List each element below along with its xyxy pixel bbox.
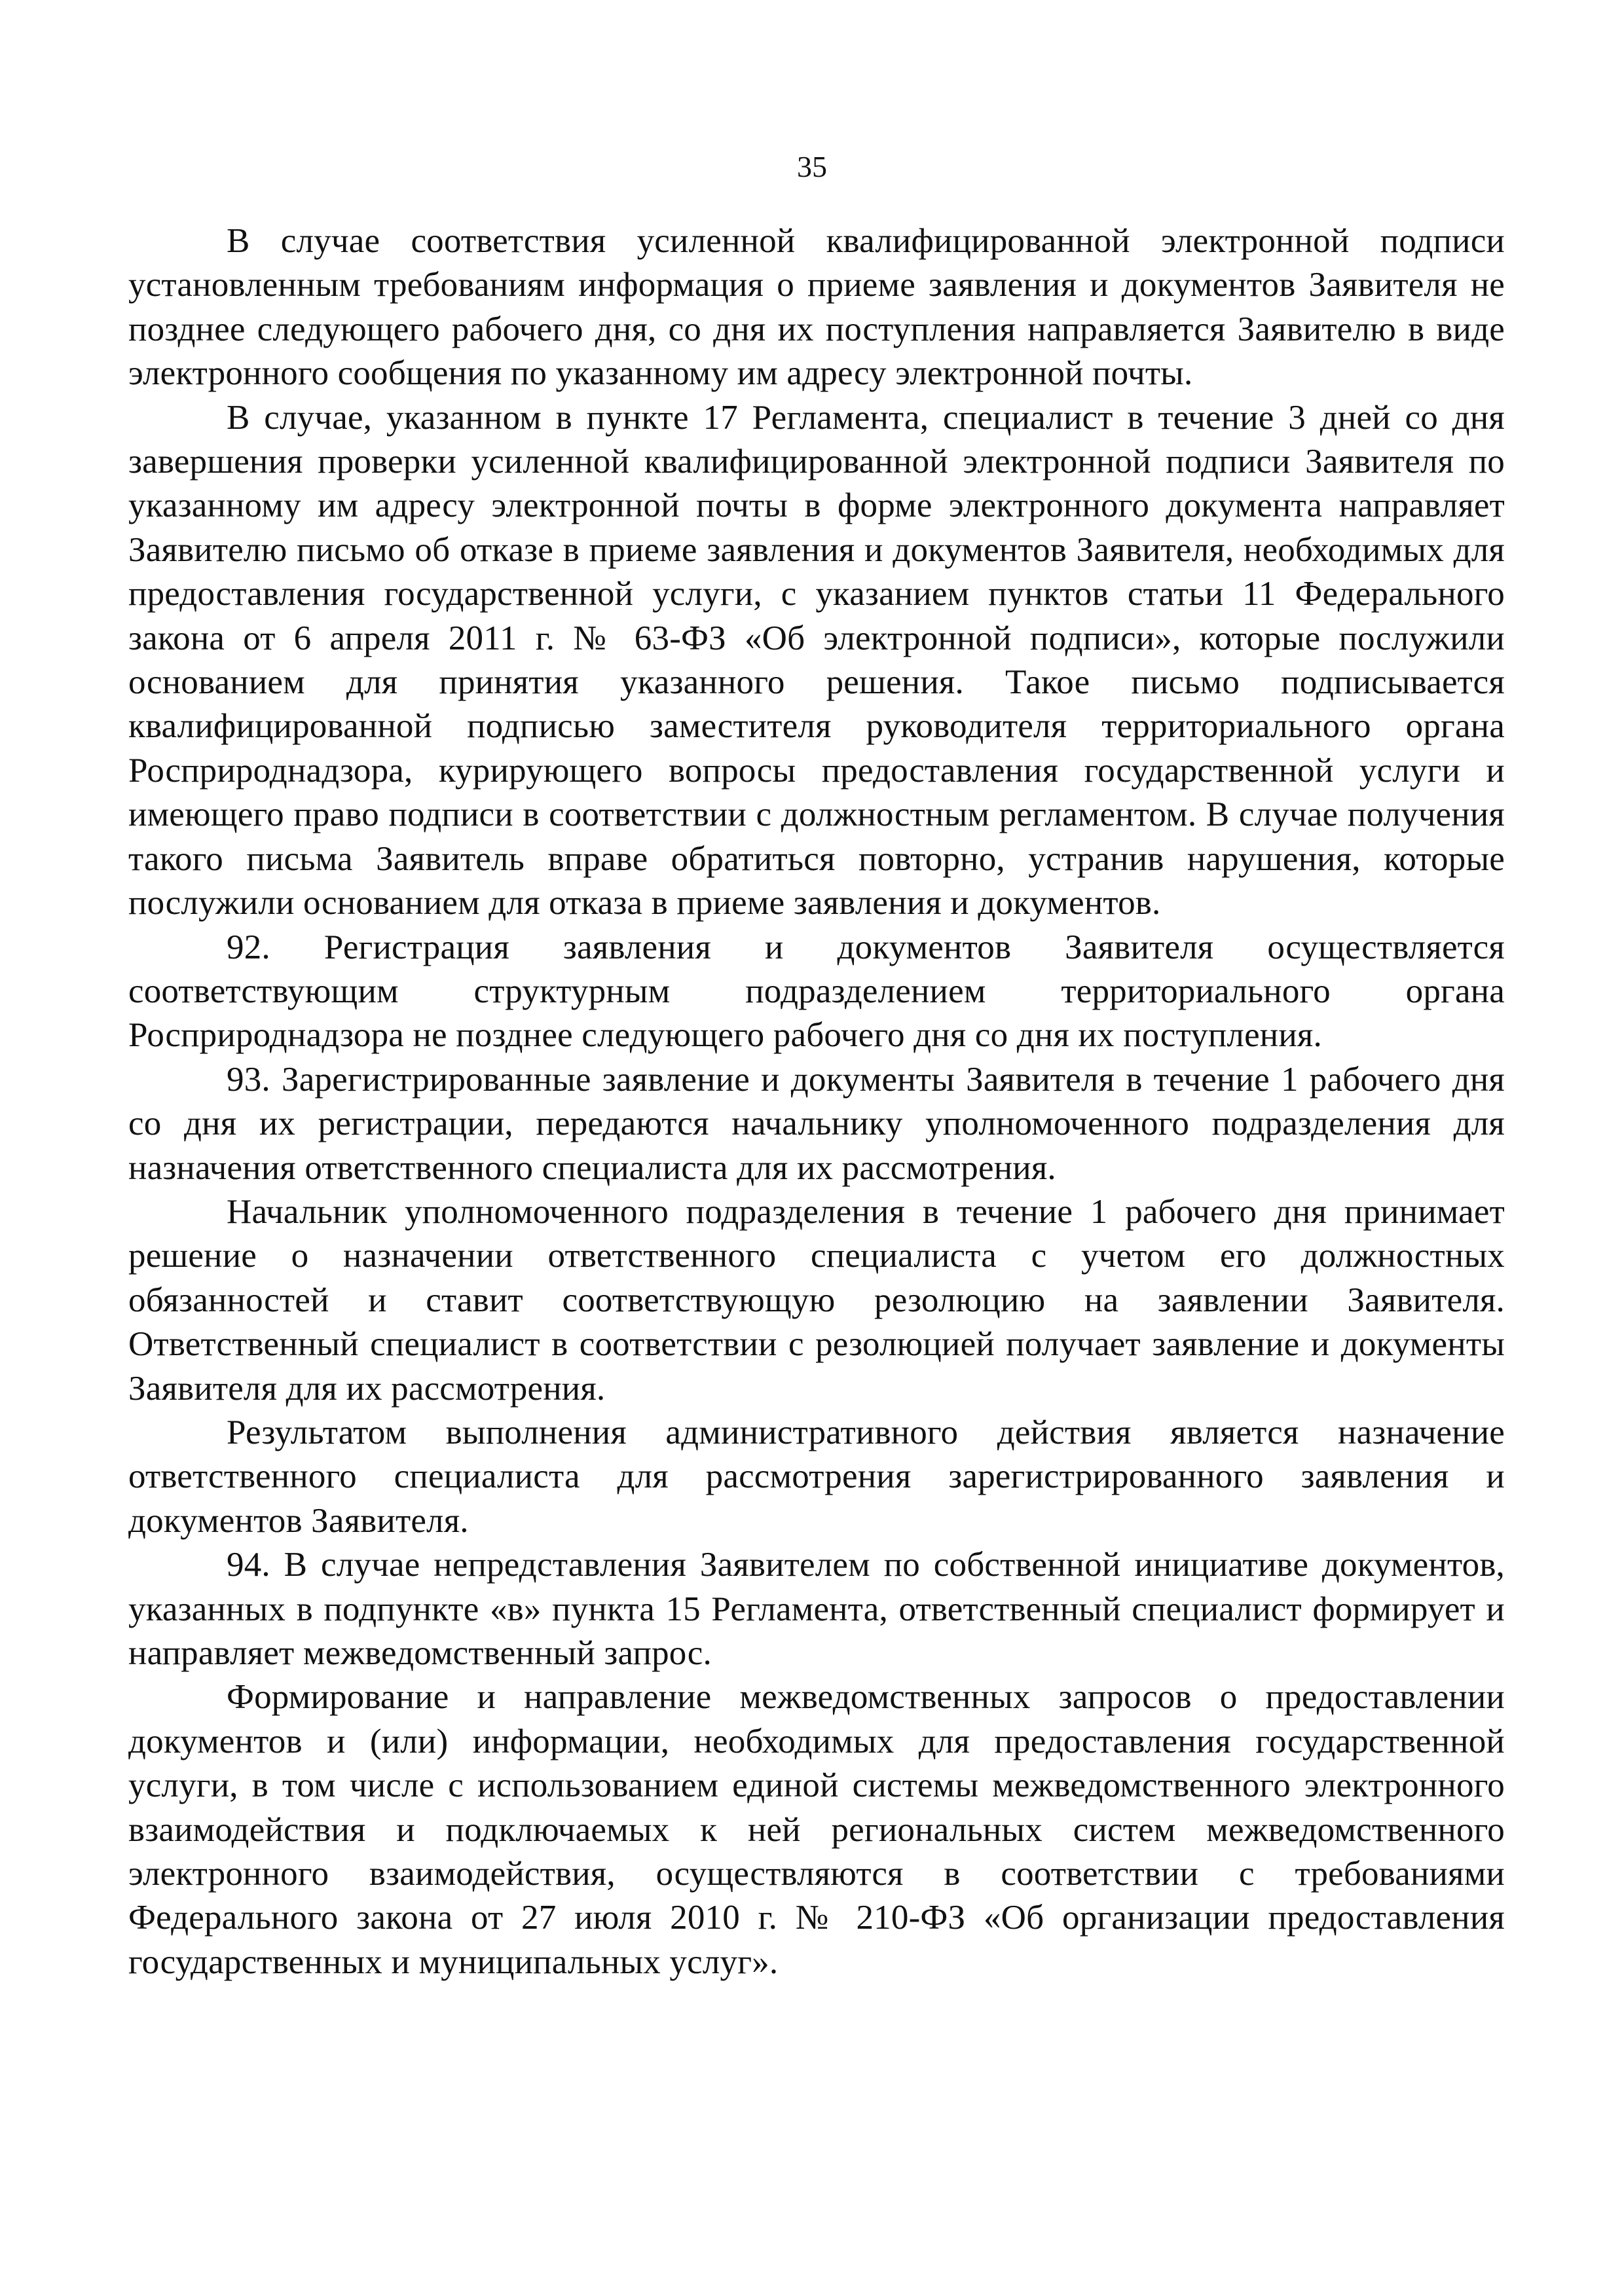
paragraph-92-registration: 92. Регистрация заявления и документов Заявителя осуществляется соответствующим структурным подразделением территориального органа Росприроднадзора не позднее следующего рабочего дня со дня их поступления. xyxy=(128,928,1505,1055)
paragraph-refusal-letter: В случае, указанном в пункте 17 Регламента, специалист в течение 3 дней со дня завершения проверки усиленной квалифицированной электронной подписи Заявителя по указанному им адресу электронной почты в форме электронного документа направляет Заявителю письмо об отказе в приеме заявления и документов Заявителя, необходимых для предоставления государственной услуги, с указанием пунктов статьи 11 Федерального закона от 6 апреля 2011 г. № 63-ФЗ «Об электронной подписи», которые послужили основанием для принятия указанного решения. Такое письмо подписывается квалифицированной подписью заместителя руководителя территориального органа Росприроднадзора, курирующего вопросы предоставления государственной услуги и имеющего право подписи в соответствии с должностным регламентом. В случае получения такого письма Заявитель вправе обратиться повторно, устранив нарушения, которые послужили основанием для отказа в приеме заявления и документов. xyxy=(128,398,1505,922)
paragraph-specialist-assignment: Начальник уполномоченного подразделения в течение 1 рабочего дня принимает решение о назначении ответственного специалиста с учетом его должностных обязанностей и ставит соответствующую резолюцию на заявлении Заявителя. Ответственный специалист в соответствии с резолюцией получает заявление и документы Заявителя для их рассмотрения. xyxy=(128,1192,1505,1408)
paragraph-94-interagency-request: 94. В случае непредставления Заявителем по собственной инициативе документов, указанных в подпункте «в» пункта 15 Регламента, ответственный специалист формирует и направляет межведомственный запрос. xyxy=(128,1546,1505,1672)
paragraph-action-result: Результатом выполнения административного действия является назначение ответственного специалиста для рассмотрения зарегистрированного заявления и документов Заявителя. xyxy=(128,1413,1505,1540)
document-body xyxy=(128,219,1505,1984)
page-number: 35 xyxy=(797,150,827,183)
paragraph-93-transfer: 93. Зарегистрированные заявление и документы Заявителя в течение 1 рабочего дня со дня их регистрации, передаются начальнику уполномоченного подразделения для назначения ответственного специалиста для их рассмотрения. xyxy=(128,1060,1505,1187)
paragraph-interagency-requirements: Формирование и направление межведомственных запросов о предоставлении документов и (или) информации, необходимых для предоставления государственной услуги, в том числе с использованием единой системы межведомственного электронного взаимодействия и подключаемых к ней региональных систем межведомственного электронного взаимодействия, осуществляются в соответствии с требованиями Федерального закона от 27 июля 2010 г. № 210-ФЗ «Об организации предоставления государственных и муниципальных услуг». xyxy=(128,1678,1505,1981)
paragraph-signature-notification: В случае соответствия усиленной квалифицированной электронной подписи установленным требованиям информация о приеме заявления и документов Заявителя не позднее следующего рабочего дня, со дня их поступления направляется Заявителю в виде электронного сообщения по указанному им адресу электронной почты. xyxy=(128,222,1505,393)
